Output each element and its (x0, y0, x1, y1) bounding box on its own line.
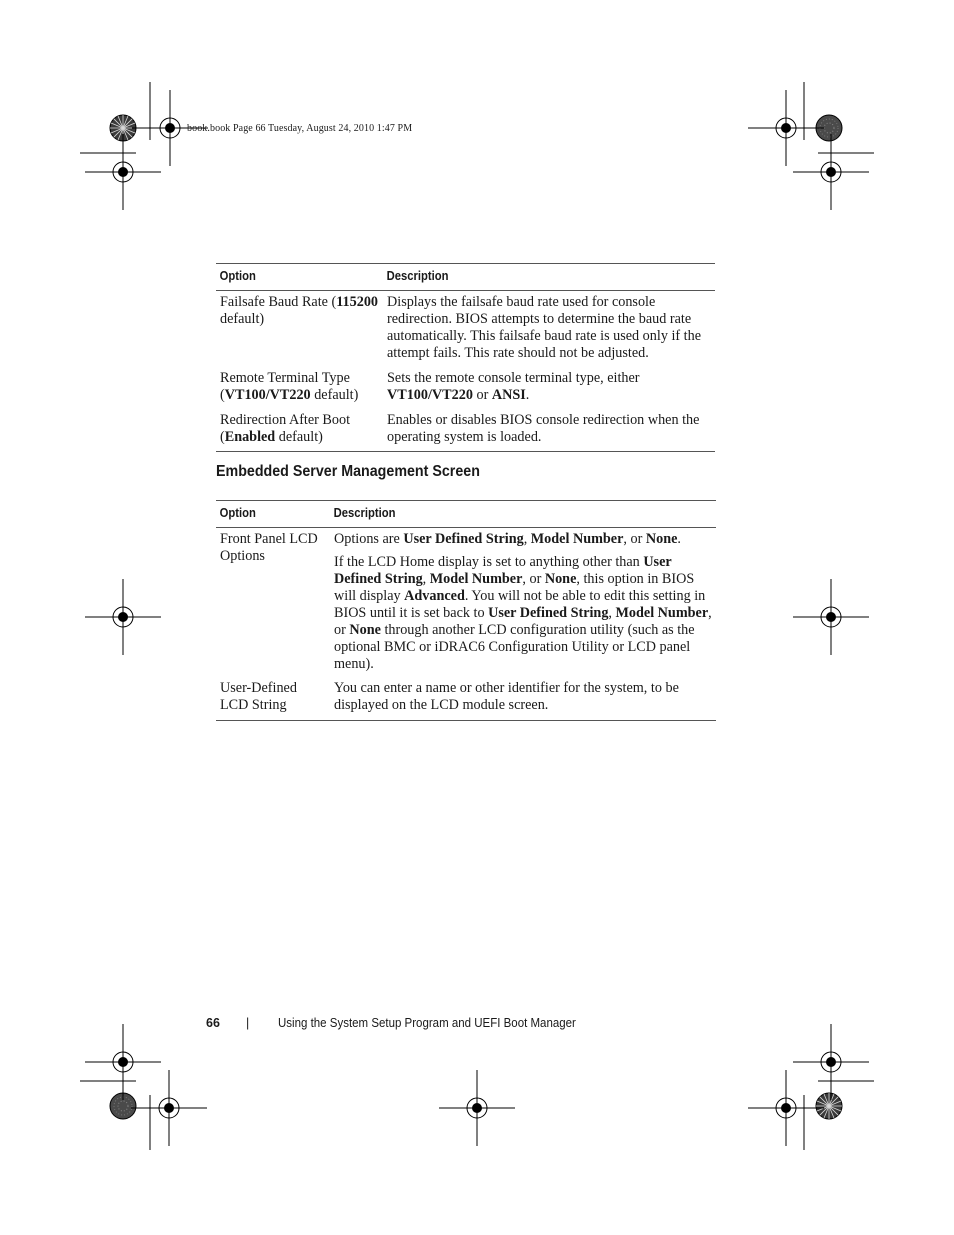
registration-mark (793, 579, 869, 655)
registration-mark (793, 134, 869, 210)
column-header-option: Option (216, 501, 319, 528)
description-cell: Displays the failsafe baud rate used for console redirection. BIOS attempts to determine the baud rate automatically. This failsafe baud rate is used only if the attempt fails. This rate should not be adjusted. (387, 294, 702, 361)
option-cell: User-Defined LCD String (220, 680, 297, 713)
registration-mark (748, 90, 824, 166)
column-header-description: Description (383, 264, 682, 291)
serial-redirection-options-table (216, 263, 715, 452)
option-cell: Failsafe Baud Rate (115200 default) (220, 294, 379, 327)
table-header-row (216, 501, 716, 528)
registration-mark (793, 1024, 869, 1100)
page-number: 66 (206, 1016, 220, 1030)
description-cell (330, 528, 716, 681)
table-row (216, 370, 715, 412)
option-cell: Redirection After Boot (Enabled default) (220, 412, 351, 445)
column-header-description: Description (330, 501, 677, 528)
registration-mark (85, 579, 161, 655)
table-row (216, 680, 716, 721)
print-slug: book.book Page 66 Tuesday, August 24, 2010 1:47 PM (187, 123, 413, 134)
description-cell (330, 680, 716, 721)
registration-mark (748, 1070, 824, 1146)
table-row (216, 412, 715, 452)
embedded-server-management-options-table (216, 500, 716, 721)
color-bar-rosette (816, 1093, 842, 1119)
description-paragraph: If the LCD Home display is set to anything other than User Defined String, Model Number, or None, this option in BIOS will display Advanced. You will not be able to edit this setting in BIOS until it is set back to User Defined String, Model Number, or None through another LCD configuration utility (such as the optional BMC or iDRAC6 Configuration Utility or LCD panel menu). (334, 554, 712, 672)
registration-mark (85, 1024, 161, 1100)
registration-mark (85, 134, 161, 210)
table-header-row (216, 264, 715, 291)
footer-separator: | (246, 1016, 250, 1030)
column-header-option: Option (216, 264, 366, 291)
table-row (216, 528, 716, 681)
description-cell: Enables or disables BIOS console redirection when the operating system is loaded. (387, 412, 700, 445)
description-cell: Sets the remote console terminal type, either VT100/VT220 or ANSI. (387, 370, 640, 403)
option-cell: Remote Terminal Type (VT100/VT220 default) (220, 370, 359, 403)
footer-chapter-title: Using the System Setup Program and UEFI Boot Manager (278, 1016, 576, 1030)
registration-mark (131, 1070, 207, 1146)
option-cell: Front Panel LCD Options (220, 531, 318, 564)
description-paragraph: You can enter a name or other identifier for the system, to be displayed on the LCD module screen. (334, 680, 679, 713)
registration-mark (439, 1070, 515, 1146)
description-paragraph: Options are User Defined String, Model Number, or None. (334, 531, 681, 547)
section-heading: Embedded Server Management Screen (216, 463, 480, 480)
table-row (216, 291, 715, 371)
